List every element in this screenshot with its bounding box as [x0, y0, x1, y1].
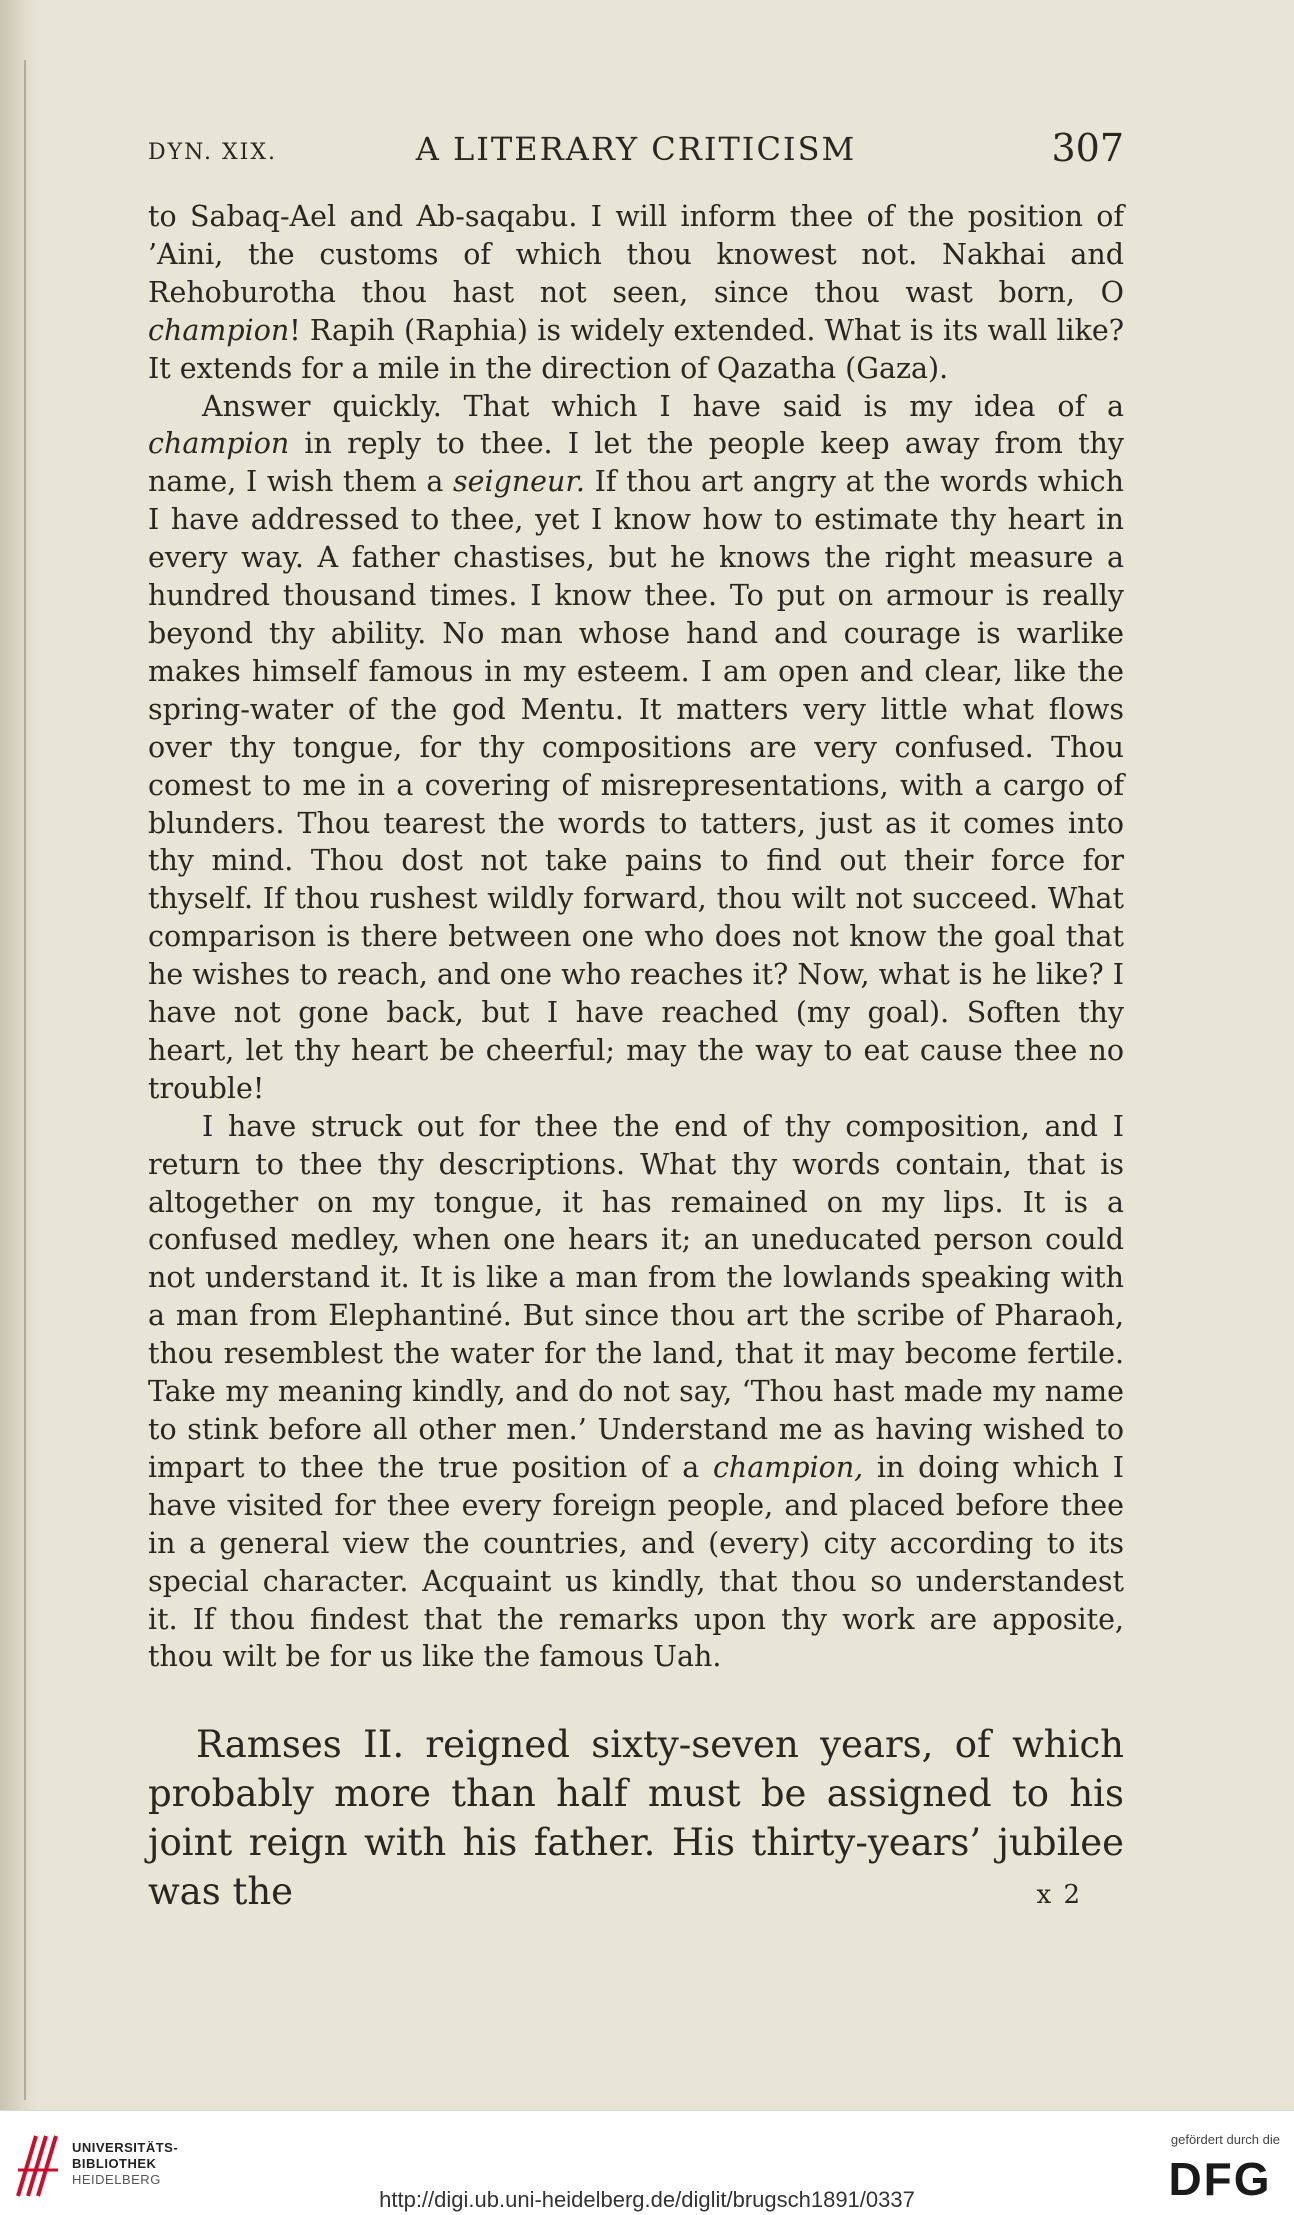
- page-number: 307: [1051, 126, 1124, 170]
- uni-line-1: UNIVERSITÄTS-: [72, 2140, 179, 2155]
- book-gutter: [0, 0, 38, 2110]
- body-text: [148, 198, 1124, 1676]
- paragraph-2: Answer quickly. That which I have said is my idea of a champion in reply to thee. I let the people keep away from thy name, I wish them a seigneur. If thou art angry at the words which I have addressed to thee, yet I know how to estimate thy heart in every way. A father chastises, but he knows the right measure a hundred thousand times. I know thee. To put on armour is really beyond thy ability. No man whose hand and courage is warlike makes himself famous in my esteem. I am open and clear, like the spring-water of the god Mentu. It matters very little what flows over thy tongue, for thy compositions are very confused. Thou comest to me in a covering of misrepresentations, with a cargo of blunders. Thou tearest the words to tatters, just as it comes into thy mind. Thou dost not take pains to find out their force for thyself. If thou rushest wildly forward, thou wilt not succeed. What comparison is there between one who does not know the goal that he wishes to reach, and one who reaches it? Now, what is he like? I have not gone back, but I have reached (my goal). Soften thy heart, let thy heart be cheerful; may the way to eat cause thee no trouble!: [148, 389, 1124, 1105]
- dfg-logo[interactable]: [1160, 2153, 1280, 2201]
- ramses-paragraph: Ramses II. reigned sixty-seven years, of which probably more than half must be assigned to his joint reign with his father. His thirty-years’ jubilee was the: [148, 1723, 1124, 1913]
- paragraph-1: to Sabaq-Ael and Ab-saqabu. I will inform thee of the position of ’Aini, the customs of which thou knowest not. Nakhai and Rehoburotha thou hast not seen, since thou wast born, O champion! Rapih (Raphia) is widely extended. What is its wall like? It extends for a mile in the direction of Qazatha (Gaza).: [148, 200, 1124, 385]
- uni-line-2: BIBLIOTHEK: [72, 2156, 157, 2171]
- permalink-url[interactable]: http://digi.ub.uni-heidelberg.de/diglit/brugsch1891/0337: [379, 2187, 915, 2212]
- dynasty-label: DYN. XIX.: [148, 140, 277, 165]
- signature-mark: x 2: [1036, 1880, 1082, 1910]
- university-library-name: [72, 2140, 178, 2188]
- running-head: [148, 126, 1124, 176]
- dfg-logo-text: DFG: [1168, 2153, 1272, 2201]
- paragraph-3: I have struck out for thee the end of thy composition, and I return to thee thy descriptions. What thy words contain, that is altogether on my tongue, it has remained on my lips. It is a confused medley, when one hears it; an uneducated person could not understand it. It is like a man from the lowlands speaking with a man from Elephantiné. But since thou art the scribe of Pharaoh, thou resemblest the water for the land, that it may become fertile. Take my meaning kindly, and do not say, ‘Thou hast made my name to stink before all other men.’ Understand me as having wished to impart to thee the true position of a champion, in doing which I have visited for thee every foreign people, and placed before thee in a general view the countries, and (every) city according to its special character. Acquaint us kindly, that thou so understandest it. If thou findest that the remarks upon thy work are apposite, thou wilt be for us like the famous Uah.: [148, 1109, 1124, 1674]
- gutter-shadow-line: [24, 60, 26, 2100]
- uni-line-3: HEIDELBERG: [72, 2172, 161, 2187]
- funded-by-label: gefördert durch die: [1170, 2132, 1280, 2147]
- page-title: A LITERARY CRITICISM: [415, 130, 857, 168]
